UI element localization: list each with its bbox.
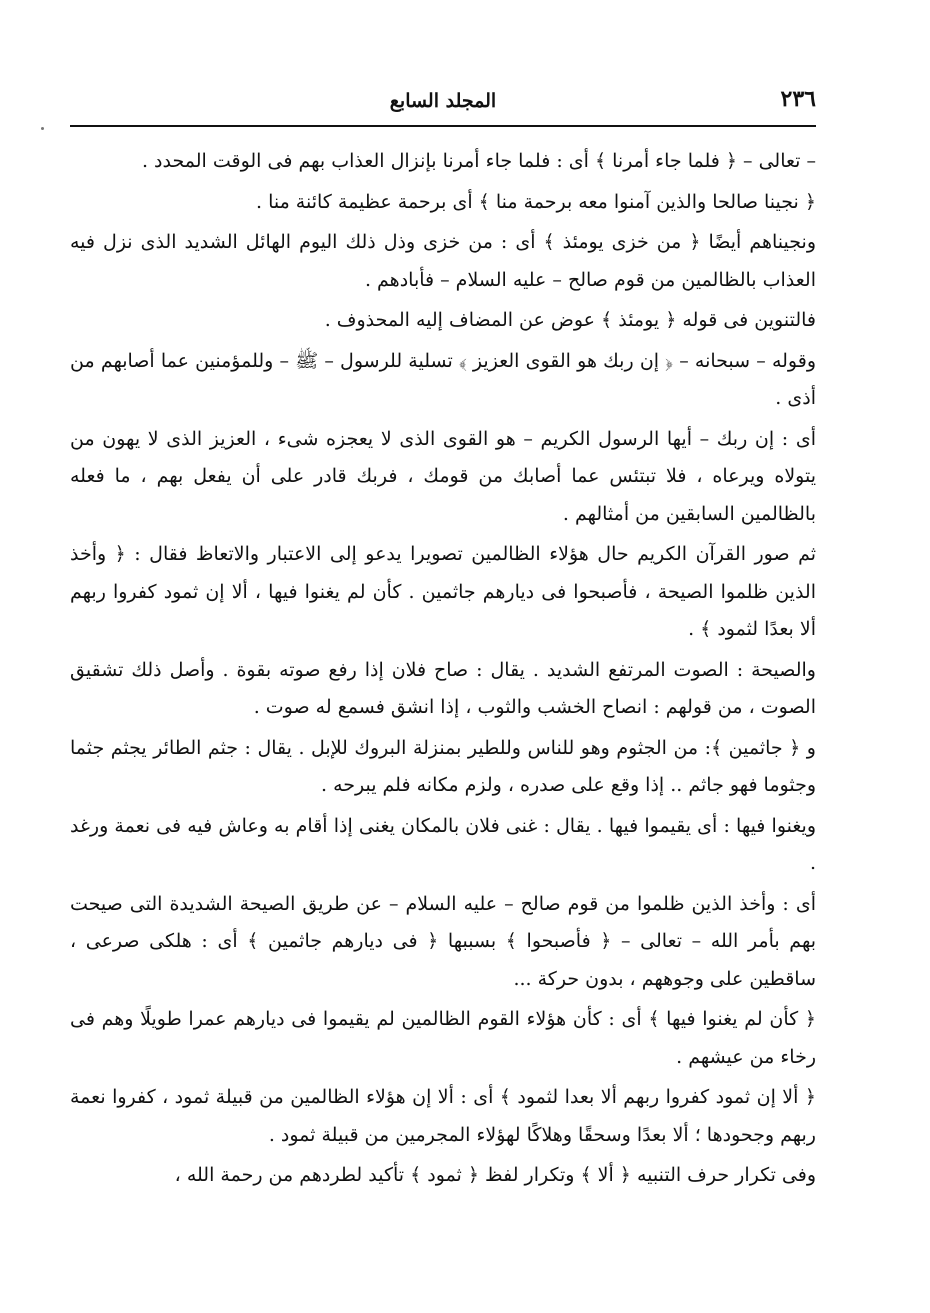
paragraph: فالتنوين فى قوله ﴿ يومئذ ﴾ عوض عن المضاف إليه المحذوف . — [324, 309, 816, 331]
body-text — [70, 143, 816, 1198]
page-header — [70, 82, 816, 126]
paragraph: – تعالى – ﴿ فلما جاء أمرنا ﴾ أى : فلما جاء أمرنا بإنزال العذاب بهم فى الوقت المحدد . — [141, 150, 816, 172]
paragraph: أى : إن ربك – أيها الرسول الكريم – هو القوى الذى لا يعجزه شىء ، العزيز الذى لا يهون من يتولاه ويرعاه ، فلا تبتئس عما أصابك من قومك ، فربك قادر على أن يفعل بهم ، ما فعله بالظالمين السابقين من أمثالهم . — [70, 427, 816, 525]
paragraph: والصيحة : الصوت المرتفع الشديد . يقال : صاح فلان إذا رفع صوته بقوة . وأصل ذلك تشقيق الصوت ، من قولهم : انصاح الخشب والثوب ، إذا انشق فسمع له صوت . — [70, 658, 816, 718]
paragraph: ثم صور القرآن الكريم حال هؤلاء الظالمين تصويرا يدعو إلى الاعتبار والاتعاظ فقال : ﴿ وأخذ الذين ظلموا الصيحة ، فأصبحوا فى ديارهم جاثمين . كأن لم يغنوا فيها ، ألا إن ثمود كفروا ربهم ألا بعدًا لثمود ﴾ . — [70, 543, 816, 640]
paragraph: ونجيناهم أيضًا ﴿ من خزى يومئذ ﴾ أى : من خزى وذل ذلك اليوم الهائل الشديد الذى نزل فيه العذاب بالظالمين من قوم صالح – عليه السلام – فأبادهم . — [70, 231, 816, 291]
header-divider — [70, 125, 816, 127]
paragraph: أى : وأخذ الذين ظلموا من قوم صالح – عليه السلام – عن طريق الصيحة الشديدة التى صيحت بهم بأمر الله – تعالى – ﴿ فأصبحوا ﴾ بسببها ﴿ فى ديارهم جاثمين ﴾ أى : هلكى صرعى ، ساقطين على وجوههم ، بدون حركة ... — [70, 892, 816, 990]
paragraph: ويغنوا فيها : أى يقيموا فيها . يقال : غنى فلان بالمكان يغنى إذا أقام به وعاش فيه فى نعمة ورغد . — [70, 814, 816, 874]
paragraph: ﴿ ألا إن ثمود كفروا ربهم ألا بعدا لثمود ﴾ أى : ألا إن هؤلاء الظالمين من قبيلة ثمود ، كفروا نعمة ربهم وجحودها ؛ ألا بعدًا وسحقًا وهلاكًا لهؤلاء المجرمين من قبيلة ثمود . — [70, 1086, 816, 1146]
scan-speck — [41, 127, 44, 130]
paragraph: ﴿ كأن لم يغنوا فيها ﴾ أى : كأن هؤلاء القوم الظالمين لم يقيموا فى ديارهم عمرا طويلًا وهم فى رخاء من عيشهم . — [70, 1008, 816, 1068]
paragraph: وفى تكرار حرف التنبيه ﴿ ألا ﴾ وتكرار لفظ ﴿ ثمود ﴾ تأكيد لطردهم من رحمة الله ، — [174, 1164, 816, 1186]
paragraph: و ﴿ جاثمين ﴾: من الجثوم وهو للناس وللطير بمنزلة البروك للإبل . يقال : جثم الطائر يجثم جثما وجثوما فهو جاثم .. إذا وقع على صدره ، ولزم مكانه فلم يبرحه . — [70, 736, 816, 796]
running-title: المجلد السابع — [389, 90, 497, 112]
paragraph: ﴿ نجينا صالحا والذين آمنوا معه برحمة منا ﴾ أى برحمة عظيمة كائنة منا . — [255, 190, 816, 213]
page-number: ٢٣٦ — [780, 86, 816, 112]
paragraph: وقوله – سبحانه – ﴿ إن ربك هو القوى العزيز ﴾ تسلية للرسول – ﷺ – وللمؤمنين عما أصابهم من أذى . — [70, 349, 816, 409]
